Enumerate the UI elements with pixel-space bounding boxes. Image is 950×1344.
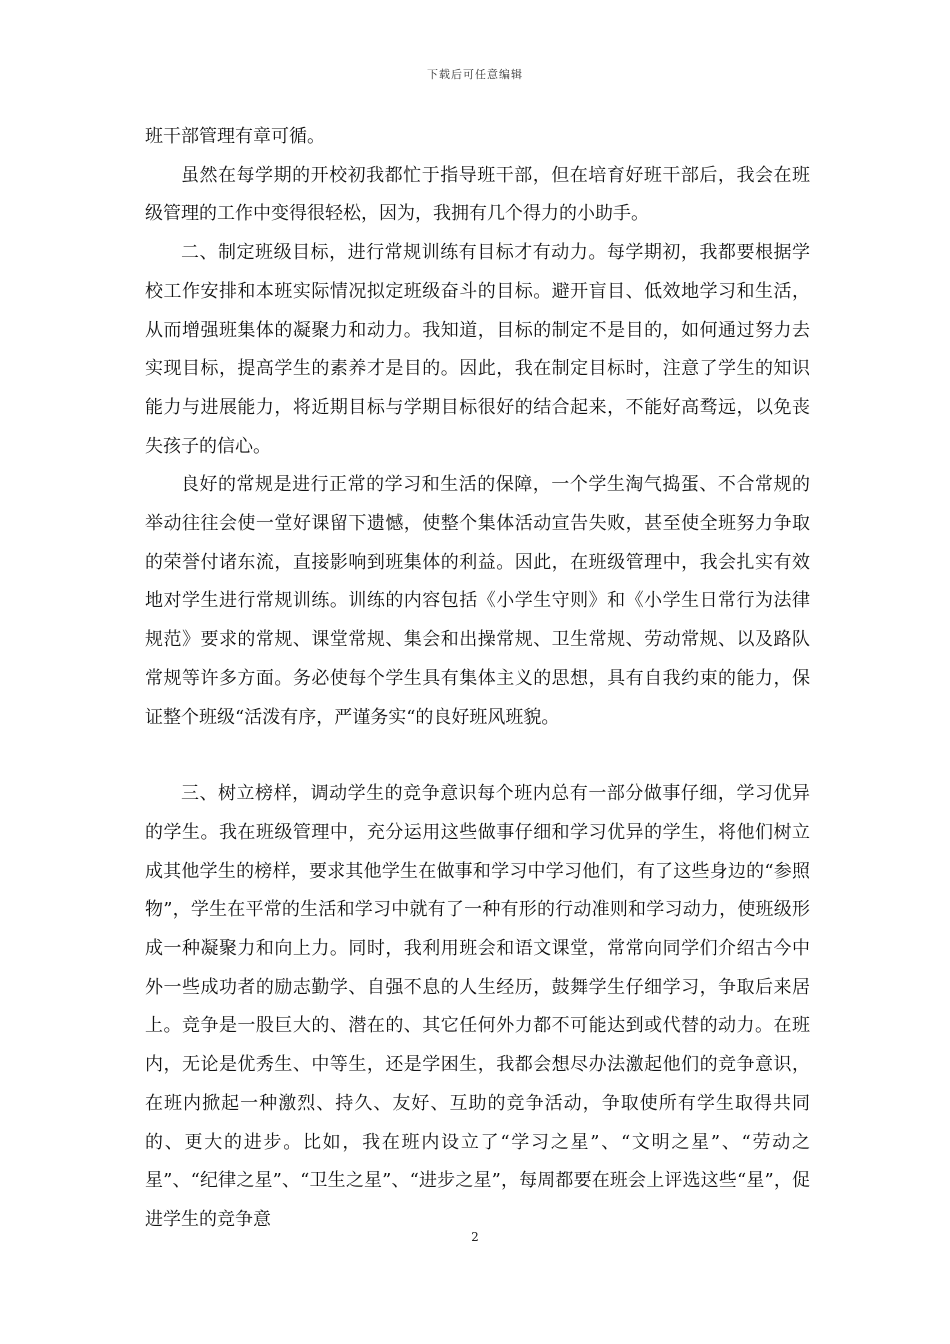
page-number: 2 (471, 1230, 479, 1244)
paragraph: 虽然在每学期的开校初我都忙于指导班干部，但在培育好班干部后，我会在班级管理的工作中变得很轻松，因为，我拥有几个得力的小助手。 (145, 164, 810, 225)
paragraph: 二、制定班级目标，进行常规训练有目标才有动力。每学期初，我都要根据学校工作安排和本班实际情况拟定班级奋斗的目标。避开盲目、低效地学习和生活，从而增强班集体的凝聚力和动力。我知道，目标的制定不是目的，如何通过努力去实现目标，提高学生的素养才是目的。因此，我在制定目标时，注意了学生的知识能力与进展能力，将近期目标与学期目标很好的结合起来，不能好高骛远，以免丧失孩子的信心。 (145, 242, 810, 457)
paragraph-continuation: 班干部管理有章可循。 (145, 126, 325, 147)
document-body (145, 118, 810, 1240)
paragraph: 三、树立榜样，调动学生的竞争意识每个班内总有一部分做事仔细，学习优异的学生。我在班级管理中，充分运用这些做事仔细和学习优异的学生，将他们树立成其他学生的榜样，要求其他学生在做事和学习中学习他们，有了这些身边的“参照物”，学生在平常的生活和学习中就有了一种有形的行动准则和学习动力，使班级形成一种凝聚力和向上力。同时，我利用班会和语文课堂，常常向同学们介绍古今中外一些成功者的励志勤学、自强不息的人生经历，鼓舞学生仔细学习，争取后来居上。竞争是一股巨大的、潜在的、其它任何外力都不可能达到或代替的动力。在班内，无论是优秀生、中等生，还是学困生，我都会想尽办法激起他们的竞争意识，在班内掀起一种激烈、持久、友好、互助的竞争活动，争取使所有学生取得共同的、更大的进步。比如，我在班内设立了“学习之星”、“文明之星”、“劳动之星”、“纪律之星”、“卫生之星”、“进步之星”，每周都要在班会上评选这些“星”，促进学生的竞争意 (145, 783, 810, 1230)
paragraph-spacer (145, 737, 810, 775)
page-header: 下载后可任意编辑 (427, 68, 523, 81)
paragraph: 良好的常规是进行正常的学习和生活的保障，一个学生淘气捣蛋、不合常规的举动往往会使一堂好课留下遗憾，使整个集体活动宣告失败，甚至使全班努力争取的荣誉付诸东流，直接影响到班集体的利益。因此，在班级管理中，我会扎实有效地对学生进行常规训练。训练的内容包括《小学生守则》和《小学生日常行为法律规范》要求的常规、课堂常规、集会和出操常规、卫生常规、劳动常规、以及路队常规等许多方面。务必使每个学生具有集体主义的思想，具有自我约束的能力，保证整个班级“活泼有序，严谨务实“的良好班风班貌。 (145, 474, 810, 728)
